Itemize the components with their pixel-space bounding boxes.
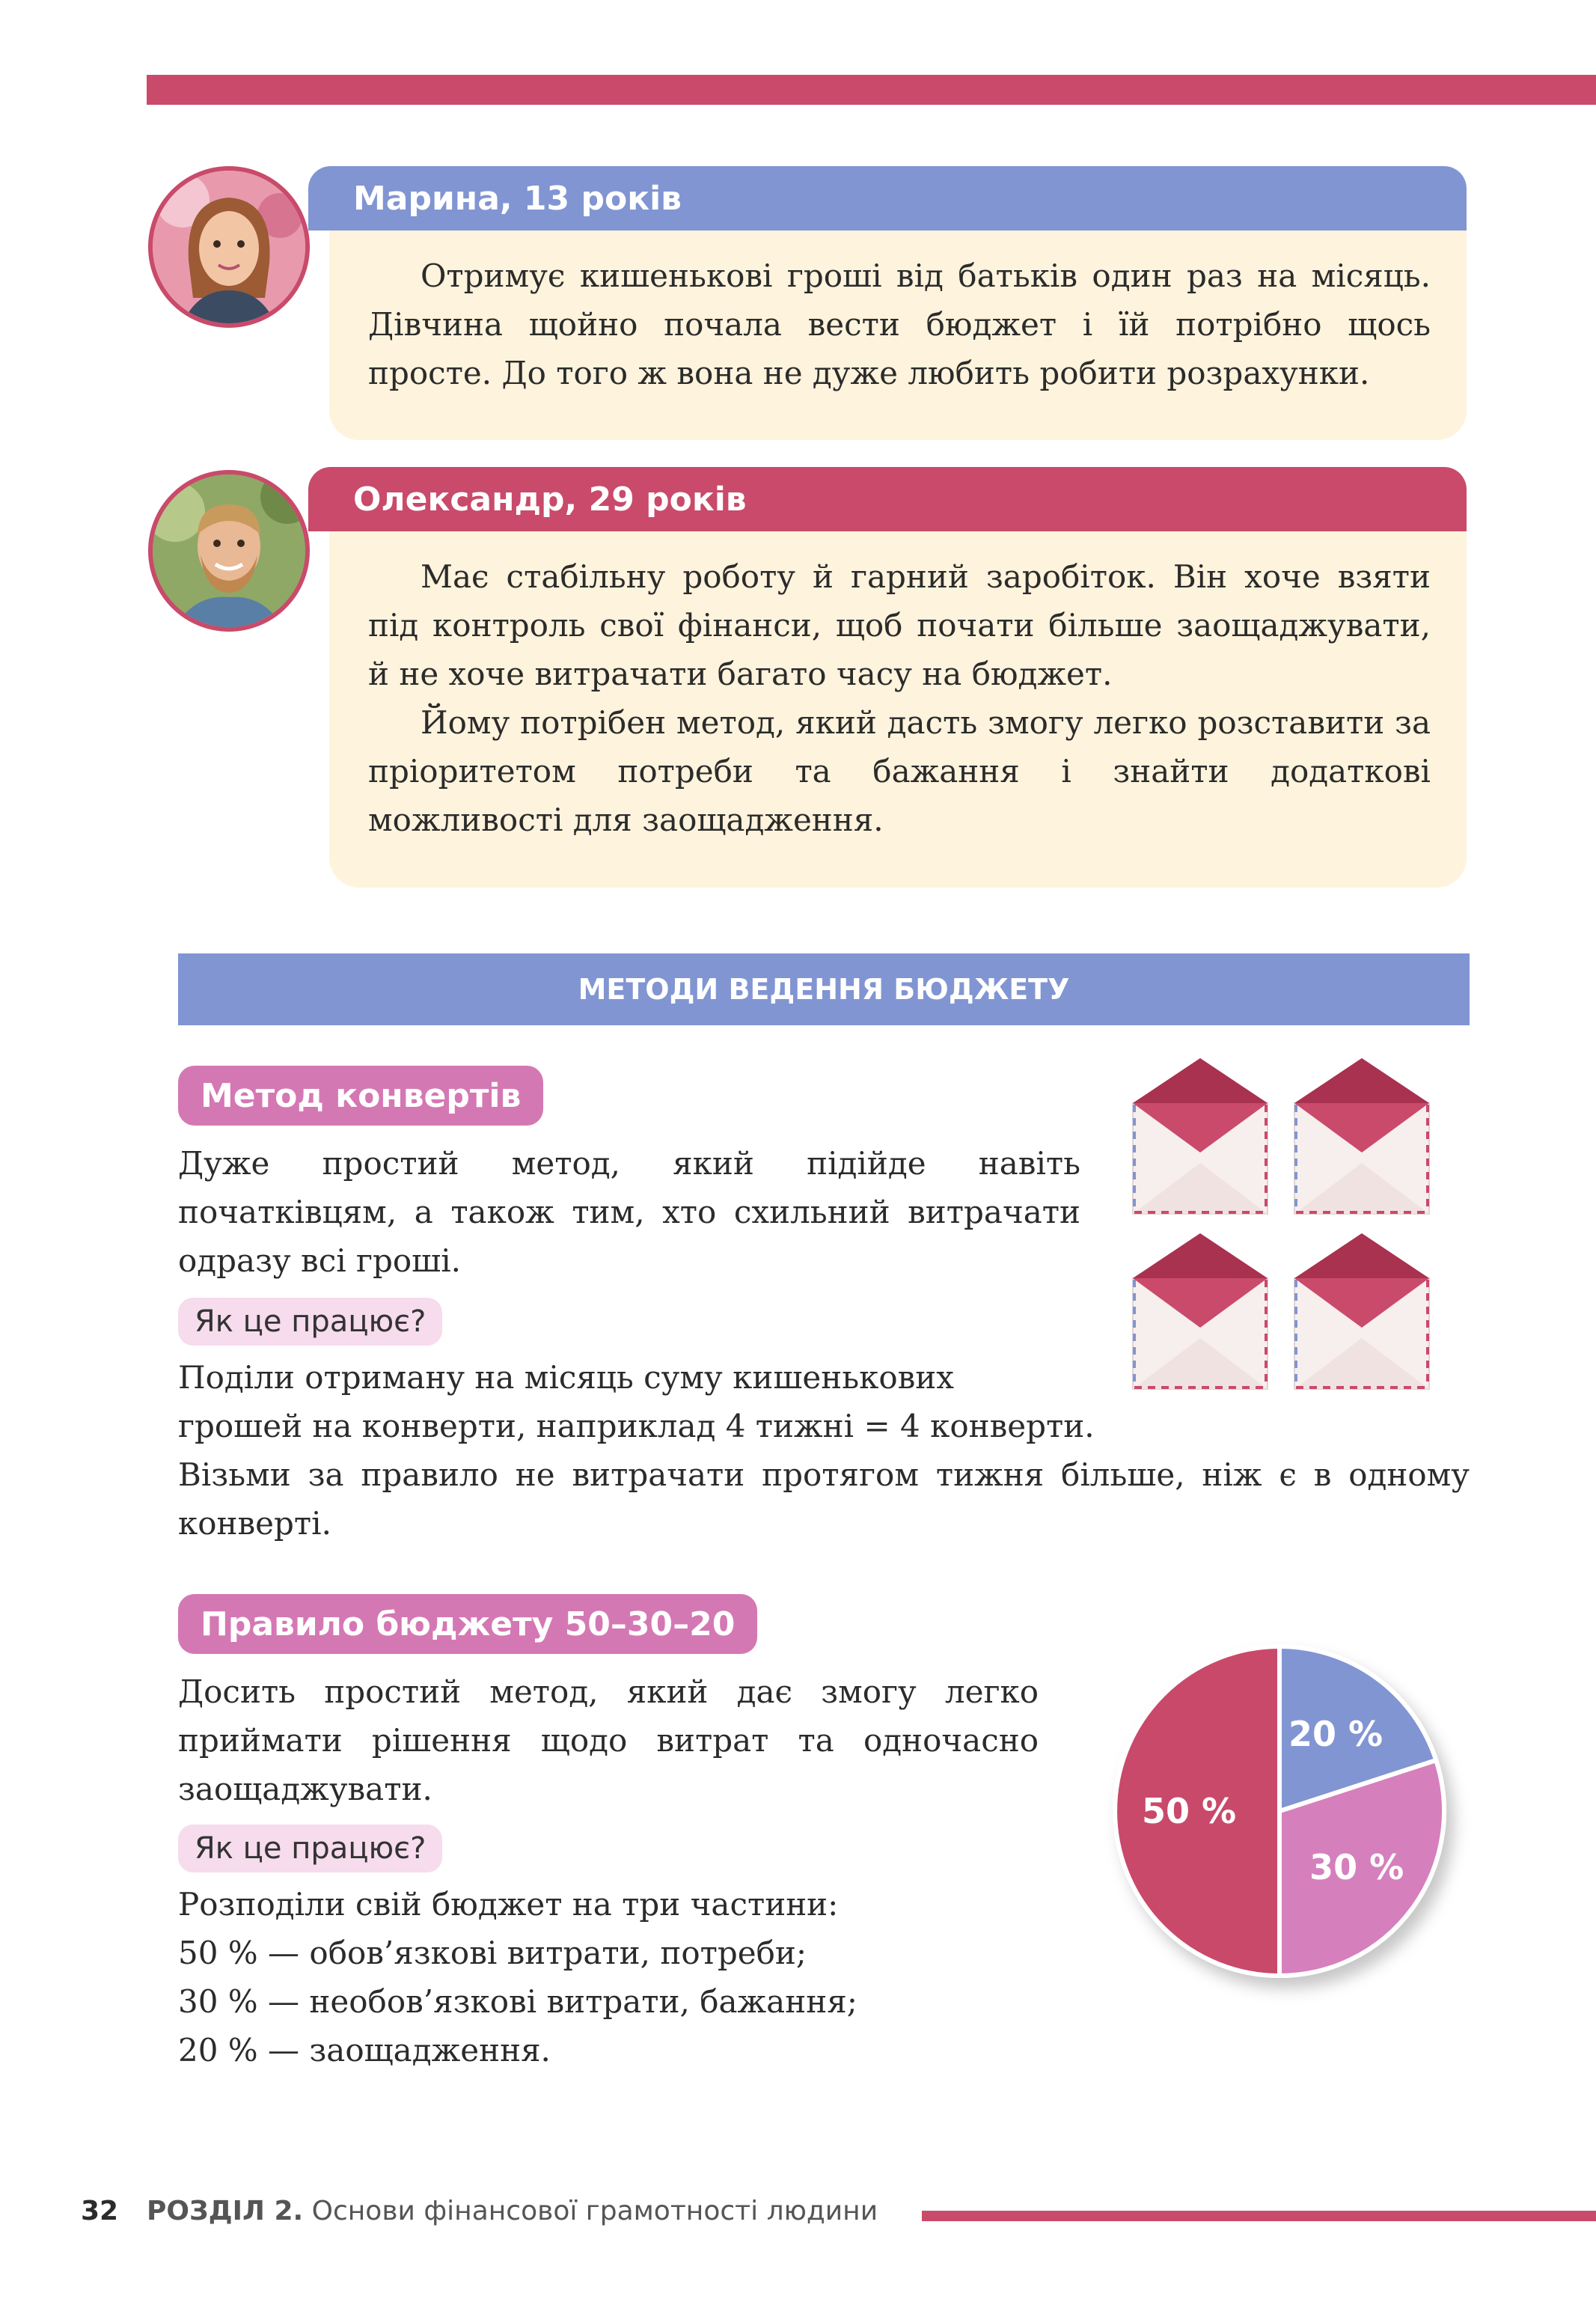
page-number: 32 (81, 2196, 119, 2226)
portrait-man-icon (153, 474, 305, 627)
persona-description (329, 231, 1467, 440)
top-accent-bar (147, 75, 1596, 105)
persona-paragraph: Йому потрібен метод, який дасть змогу легко розставити за пріоритетом потреби та бажання і знайти додаткові можливості для заощадження. (368, 704, 1431, 838)
persona-name: Олександр, 29 років (308, 467, 1467, 531)
footer-accent-line (922, 2211, 1596, 2221)
avatar (148, 166, 310, 328)
persona-name: Марина, 13 років (308, 166, 1467, 231)
instruction-line: грошей на конверти, наприклад 4 тижні = 4 конверти. (178, 1408, 1095, 1444)
persona-description (329, 531, 1467, 888)
budget-item: 50 % — обов’язкові витрати, потреби; (178, 1935, 807, 1971)
rule-method-title: Правило бюджету 50–30–20 (178, 1594, 757, 1654)
pie-data-label: 30 % (1309, 1847, 1404, 1888)
budget-item: 30 % — необов’язкові витрати, бажання; (178, 1983, 857, 2020)
avatar (148, 470, 310, 632)
description-text: Дуже простий метод, який підійде навіть початківцям, а також тим, хто схильний витрачати одразу всі гроші. (178, 1145, 1080, 1279)
envelope-icon (1294, 1058, 1429, 1214)
envelope-icon (1133, 1233, 1268, 1389)
how-it-works-label: Як це працює? (178, 1825, 442, 1872)
budget-pie-chart (1085, 1617, 1474, 2006)
instruction-line: Розподіли свій бюджет на три частини: (178, 1886, 839, 1923)
instruction-line: Візьми за правило не витрачати протягом тижня більше, ніж є в одному конверті. (178, 1456, 1470, 1542)
rule-method-description (178, 1667, 1039, 1813)
instruction-line: Поділи отриману на місяць суму кишенькових (178, 1359, 954, 1396)
pie-data-label: 20 % (1288, 1713, 1383, 1754)
chapter-title: Основи фінансової грамотності людини (311, 2196, 878, 2226)
section-title-banner: МЕТОДИ ВЕДЕННЯ БЮДЖЕТУ (178, 953, 1470, 1025)
pie-data-label: 50 % (1141, 1791, 1237, 1831)
portrait-girl-icon (153, 171, 305, 323)
envelope-icon (1294, 1233, 1429, 1389)
envelope-method-title: Метод конвертів (178, 1066, 543, 1126)
chapter-label: РОЗДІЛ 2. (147, 2196, 304, 2226)
persona-paragraph: Має стабільну роботу й гарний заробіток. Він хоче взяти під контроль свої фінанси, щоб почати більше заощаджувати, й не хоче витрачати багато часу на бюджет. (368, 558, 1431, 692)
description-text: Досить простий метод, який дає змогу легко приймати рішення щодо витрат та одночасно заощаджувати. (178, 1673, 1039, 1807)
how-it-works-label: Як це працює? (178, 1298, 442, 1346)
envelope-icon (1133, 1058, 1268, 1214)
persona-paragraph: Отримує кишенькові гроші від батьків один раз на місяць. Дівчина щойно почала вести бюджет і їй потрібно щось просте. До того ж вона не дуже любить робити розрахунки. (368, 257, 1431, 391)
envelope-method-description (178, 1139, 1080, 1285)
chapter-footer (147, 2196, 878, 2226)
envelopes-illustration (1115, 1048, 1444, 1407)
budget-item: 20 % — заощадження. (178, 2032, 551, 2069)
rule-method-instructions (178, 1880, 1076, 2075)
